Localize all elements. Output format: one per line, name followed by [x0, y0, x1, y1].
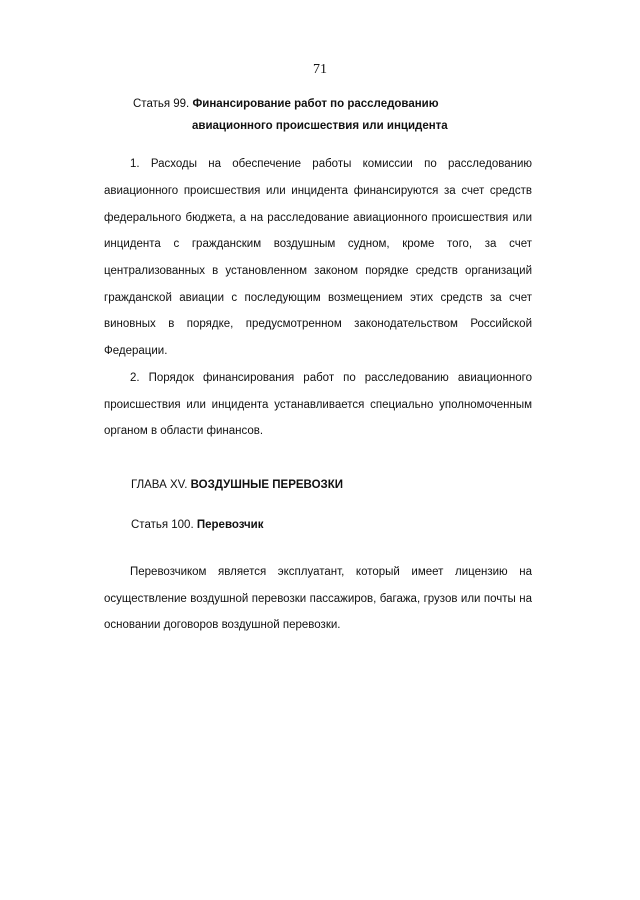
text-line: осуществление воздушной перевозки пассажиров, багажа, грузов или почты на	[104, 593, 532, 605]
article-99-heading	[133, 98, 439, 110]
article-100-title: Перевозчик	[196, 519, 264, 531]
article-99-label: Статья 99.	[133, 98, 190, 110]
article-100-heading	[131, 519, 264, 531]
article-99-title-line2: авиационного происшествия или инцидента	[192, 120, 448, 132]
chapter-15-title: ВОЗДУШНЫЕ ПЕРЕВОЗКИ	[190, 479, 344, 491]
article-100-label: Статья 100.	[131, 519, 194, 531]
chapter-15-heading	[131, 479, 343, 491]
text-line: авиационного происшествия или инцидента финансируются за счет средств	[104, 185, 532, 197]
text-line: 2. Порядок финансирования работ по расследованию авиационного	[130, 372, 532, 384]
text-line: Федерации.	[104, 345, 168, 357]
text-line: происшествия или инцидента устанавливается специально уполномоченным	[104, 399, 532, 411]
text-line: централизованных в установленном законом порядке средств организаций	[104, 265, 532, 277]
text-line: инцидента с гражданским воздушным судном, кроме того, за счет	[104, 238, 532, 250]
text-line: Перевозчиком является эксплуатант, который имеет лицензию на	[130, 566, 532, 578]
text-line: гражданской авиации с последующим возмещением этих средств за счет	[104, 292, 532, 304]
text-line: виновных в порядке, предусмотренном законодательством Российской	[104, 318, 532, 330]
text-line: 1. Расходы на обеспечение работы комиссии по расследованию	[130, 158, 532, 170]
article-99-title-line1: Финансирование работ по расследованию	[192, 98, 439, 110]
text-line: органом в области финансов.	[104, 425, 264, 437]
text-line: основании договоров воздушной перевозки.	[104, 619, 341, 631]
page-number: 71	[313, 62, 327, 77]
text-line: федерального бюджета, а на расследование авиационного происшествия или	[104, 212, 532, 224]
chapter-15-label: ГЛАВА XV.	[131, 479, 188, 491]
